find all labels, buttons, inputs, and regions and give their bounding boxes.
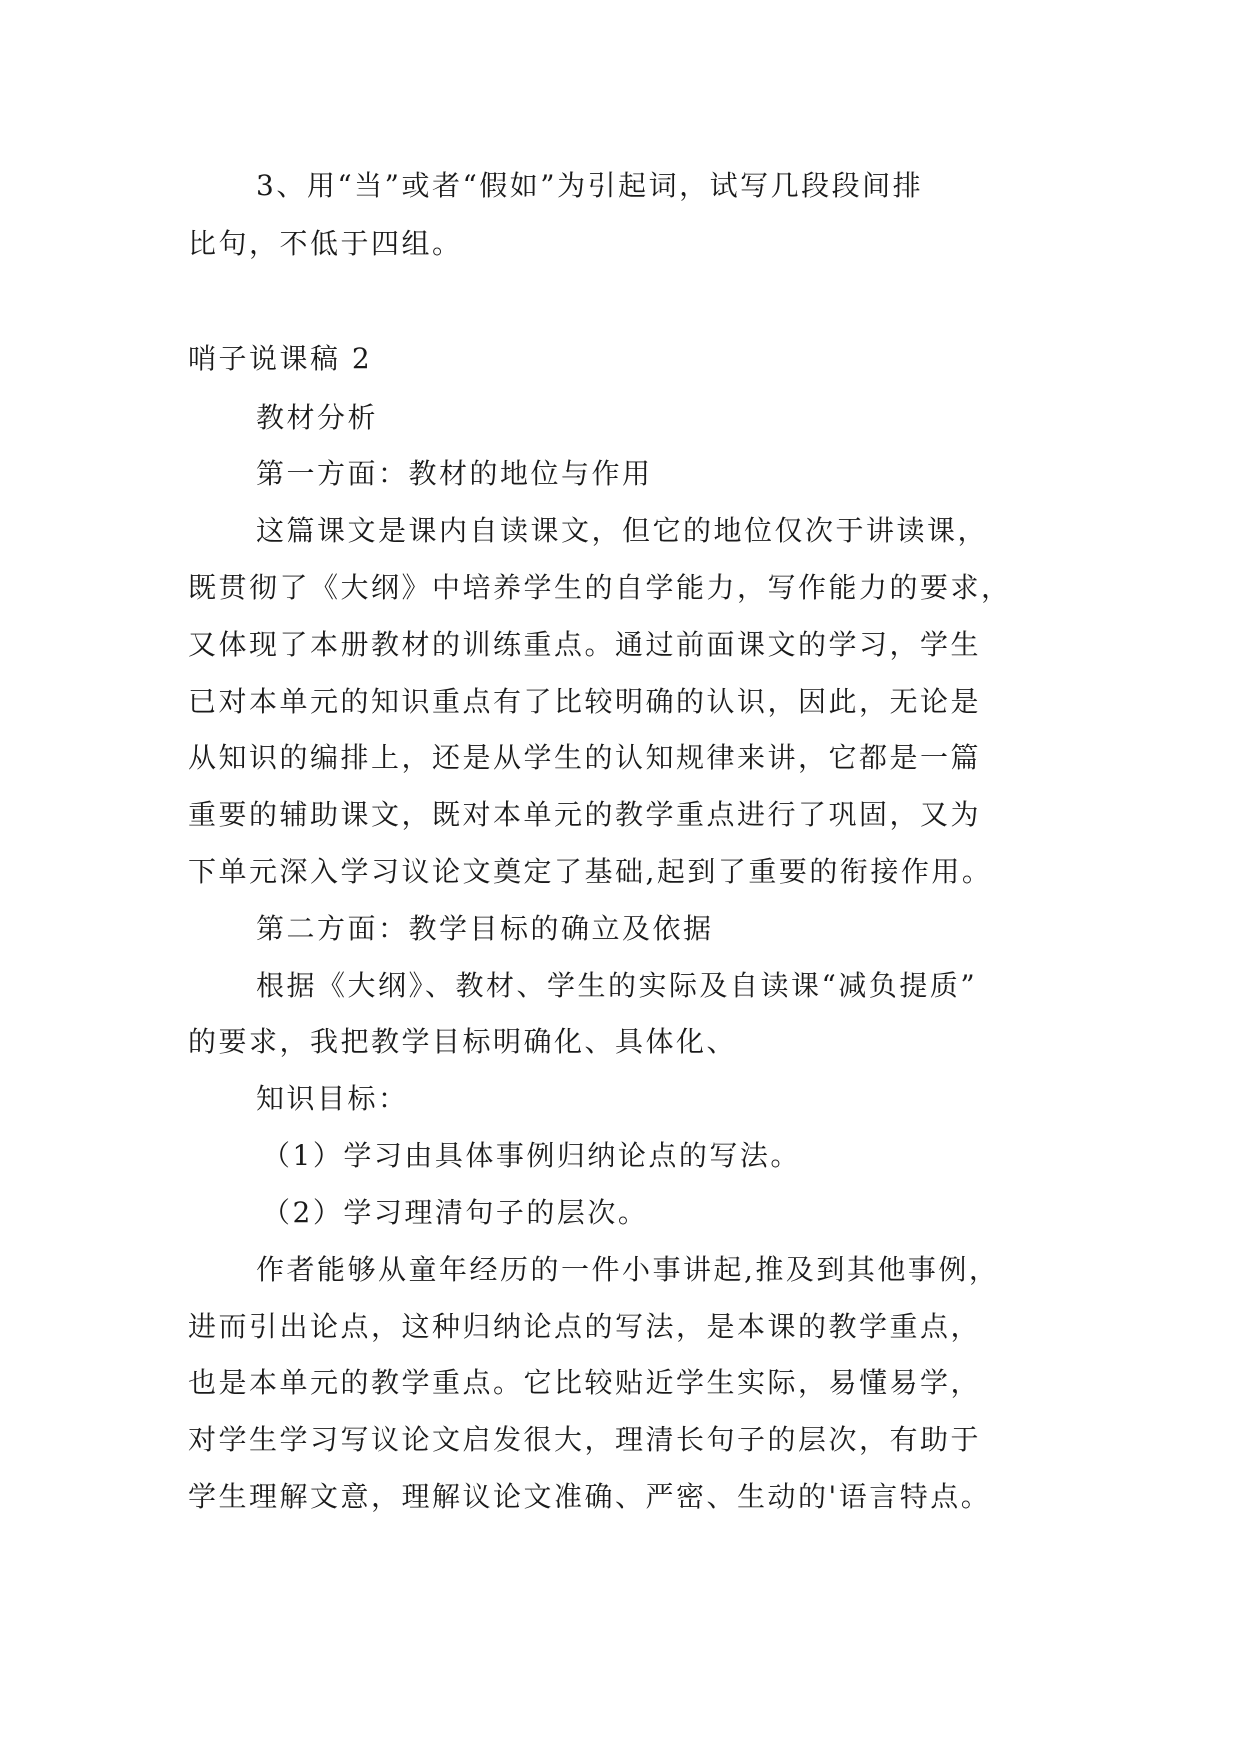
paragraph-line: 这篇课文是课内自读课文，但它的地位仅次于讲读课，	[256, 514, 989, 547]
paragraph-line: 重要的辅助课文，既对本单元的教学重点进行了巩固，又为	[188, 798, 982, 831]
section-title: 哨子说课稿 2	[188, 342, 373, 375]
paragraph-line: 学生理解文意，理解议论文准确、严密、生动的'语言特点。	[188, 1480, 992, 1513]
paragraph-line: 的要求，我把教学目标明确化、具体化、	[188, 1025, 738, 1058]
paragraph-line: 3、用“当”或者“假如”为引起词，试写几段段间排	[256, 169, 924, 202]
paragraph-line: 已对本单元的知识重点有了比较明确的认识，因此，无论是	[188, 685, 982, 718]
paragraph-line: 进而引出论点，这种归纳论点的写法，是本课的教学重点，	[188, 1310, 982, 1343]
paragraph-line: 根据《大纲》、教材、学生的实际及自读课“减负提质”	[256, 969, 978, 1002]
subsection-heading: 第一方面：教材的地位与作用	[256, 457, 653, 490]
paragraph-line: 对学生学习写议论文启发很大，理清长句子的层次，有助于	[188, 1423, 982, 1456]
list-item: （1）学习由具体事例归纳论点的写法。	[262, 1139, 801, 1172]
subsection-heading: 第二方面：教学目标的确立及依据	[256, 912, 714, 945]
list-item: （2）学习理清句子的层次。	[262, 1196, 649, 1229]
paragraph-line: 下单元深入学习议论文奠定了基础,起到了重要的衔接作用。	[188, 855, 993, 888]
paragraph-line: 从知识的编排上，还是从学生的认知规律来讲，它都是一篇	[188, 741, 982, 774]
paragraph-line: 比句，不低于四组。	[188, 227, 463, 260]
paragraph-line: 作者能够从童年经历的一件小事讲起,推及到其他事例，	[256, 1253, 1000, 1286]
section-heading: 教材分析	[256, 401, 379, 434]
paragraph-line: 既贯彻了《大纲》中培养学生的自学能力，写作能力的要求，	[188, 571, 1012, 604]
list-heading: 知识目标：	[256, 1082, 409, 1115]
paragraph-line: 也是本单元的教学重点。它比较贴近学生实际，易懂易学，	[188, 1366, 982, 1399]
paragraph-line: 又体现了本册教材的训练重点。通过前面课文的学习，学生	[188, 628, 982, 661]
